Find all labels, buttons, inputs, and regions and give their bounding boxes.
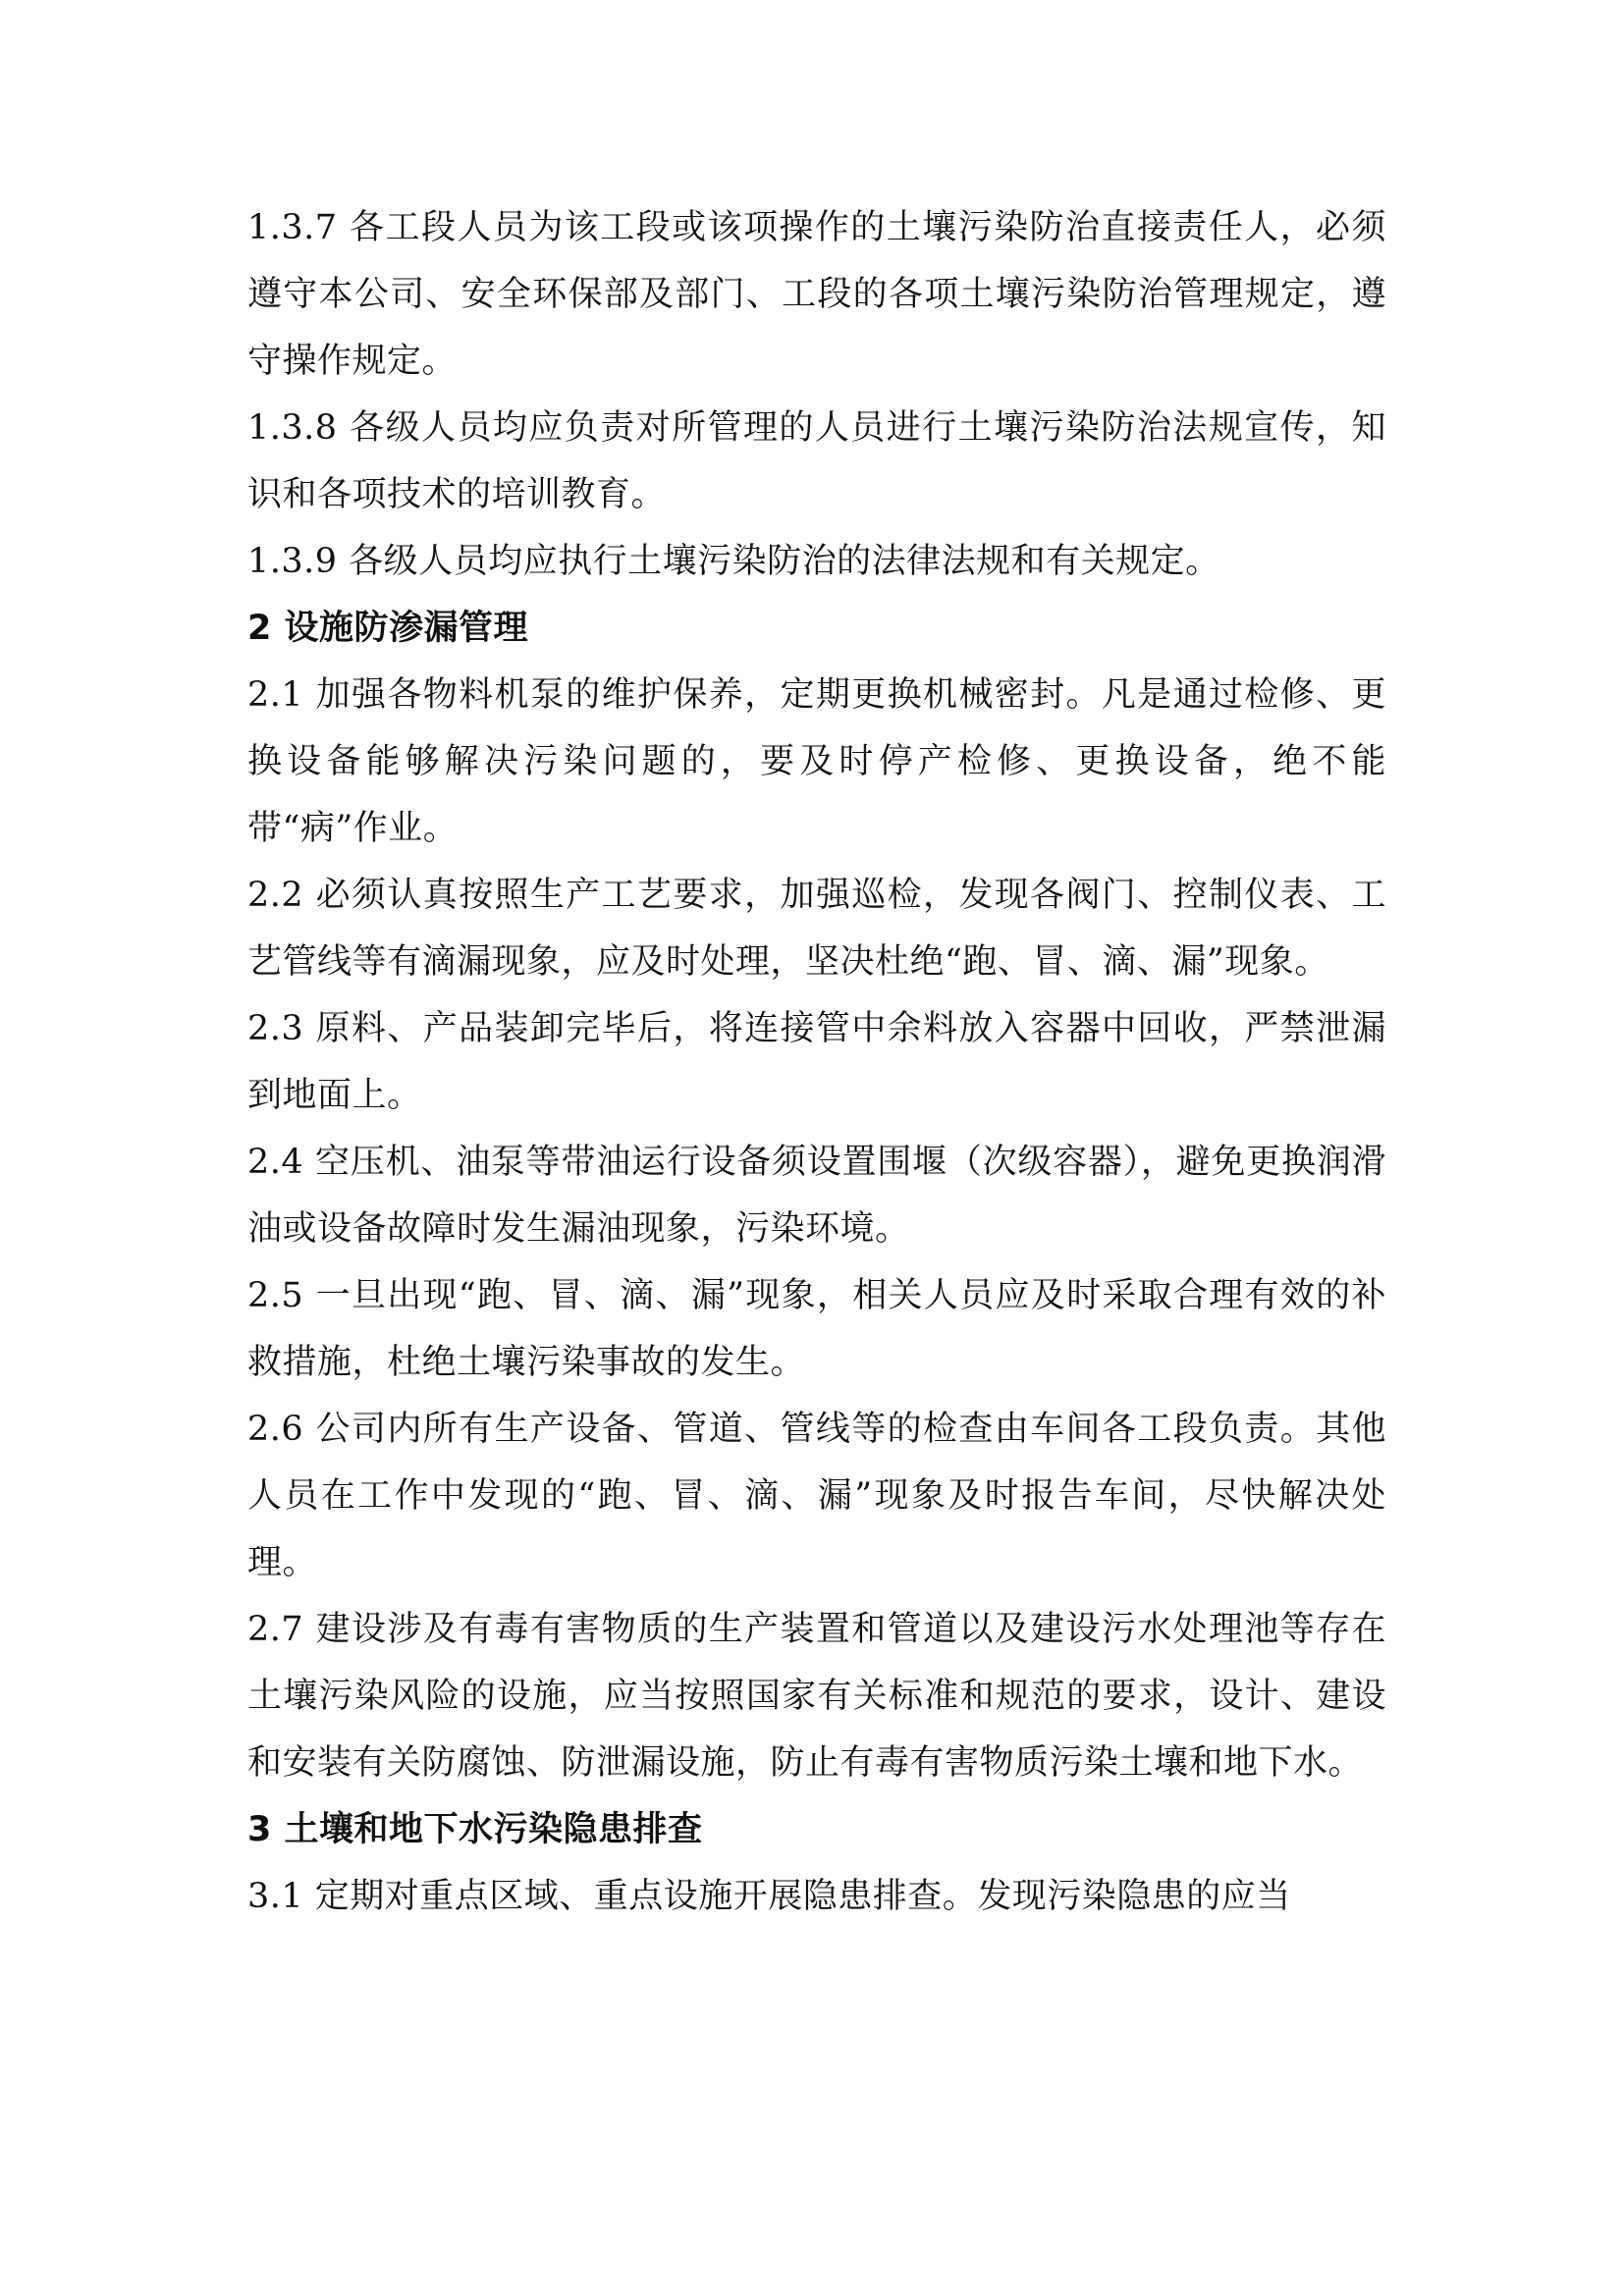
section-heading-3: 3 土壤和地下水污染隐患排查 xyxy=(247,1810,703,1849)
paragraph-2-5: 2.5 一旦出现“跑、冒、滴、漏”现象，相关人员应及时采取合理有效的补救措施，杜绝土壤污染事故的发生。 xyxy=(247,1276,1386,1382)
paragraph-2-4: 2.4 空压机、油泵等带油运行设备须设置围堰（次级容器），避免更换润滑油或设备故障时发生漏油现象，污染环境。 xyxy=(247,1143,1386,1249)
paragraph-2-7: 2.7 建设涉及有毒有害物质的生产装置和管道以及建设污水处理池等存在土壤污染风险的设施，应当按照国家有关标准和规范的要求，设计、建设和安装有关防腐蚀、防泄漏设施，防止有毒有害物质污染土壤和地下水。 xyxy=(247,1610,1386,1783)
paragraph-1-3-8: 1.3.8 各级人员均应负责对所管理的人员进行土壤污染防治法规宣传，知识和各项技术的培训教育。 xyxy=(247,408,1386,514)
paragraph-1-3-9: 1.3.9 各级人员均应执行土壤污染防治的法律法规和有关规定。 xyxy=(247,542,1220,581)
paragraph-2-3: 2.3 原料、产品装卸完毕后，将连接管中余料放入容器中回收，严禁泄漏到地面上。 xyxy=(247,1009,1386,1115)
paragraph-3-1: 3.1 定期对重点区域、重点设施开展隐患排查。发现污染隐患的应当 xyxy=(247,1877,1291,1916)
paragraph-2-1: 2.1 加强各物料机泵的维护保养，定期更换机械密封。凡是通过检修、更换设备能够解决污染问题的，要及时停产检修、更换设备，绝不能带“病”作业。 xyxy=(247,675,1386,848)
paragraph-2-6: 2.6 公司内所有生产设备、管道、管线等的检查由车间各工段负责。其他人员在工作中发现的“跑、冒、滴、漏”现象及时报告车间，尽快解决处理。 xyxy=(247,1410,1386,1582)
paragraph-2-2: 2.2 必须认真按照生产工艺要求，加强巡检，发现各阀门、控制仪表、工艺管线等有滴漏现象，应及时处理，坚决杜绝“跑、冒、滴、漏”现象。 xyxy=(247,876,1386,982)
document-body xyxy=(247,194,1386,1930)
section-heading-2: 2 设施防渗漏管理 xyxy=(247,609,529,648)
paragraph-1-3-7: 1.3.7 各工段人员为该工段或该项操作的土壤污染防治直接责任人，必须遵守本公司、安全环保部及部门、工段的各项土壤污染防治管理规定，遵守操作规定。 xyxy=(247,208,1386,381)
